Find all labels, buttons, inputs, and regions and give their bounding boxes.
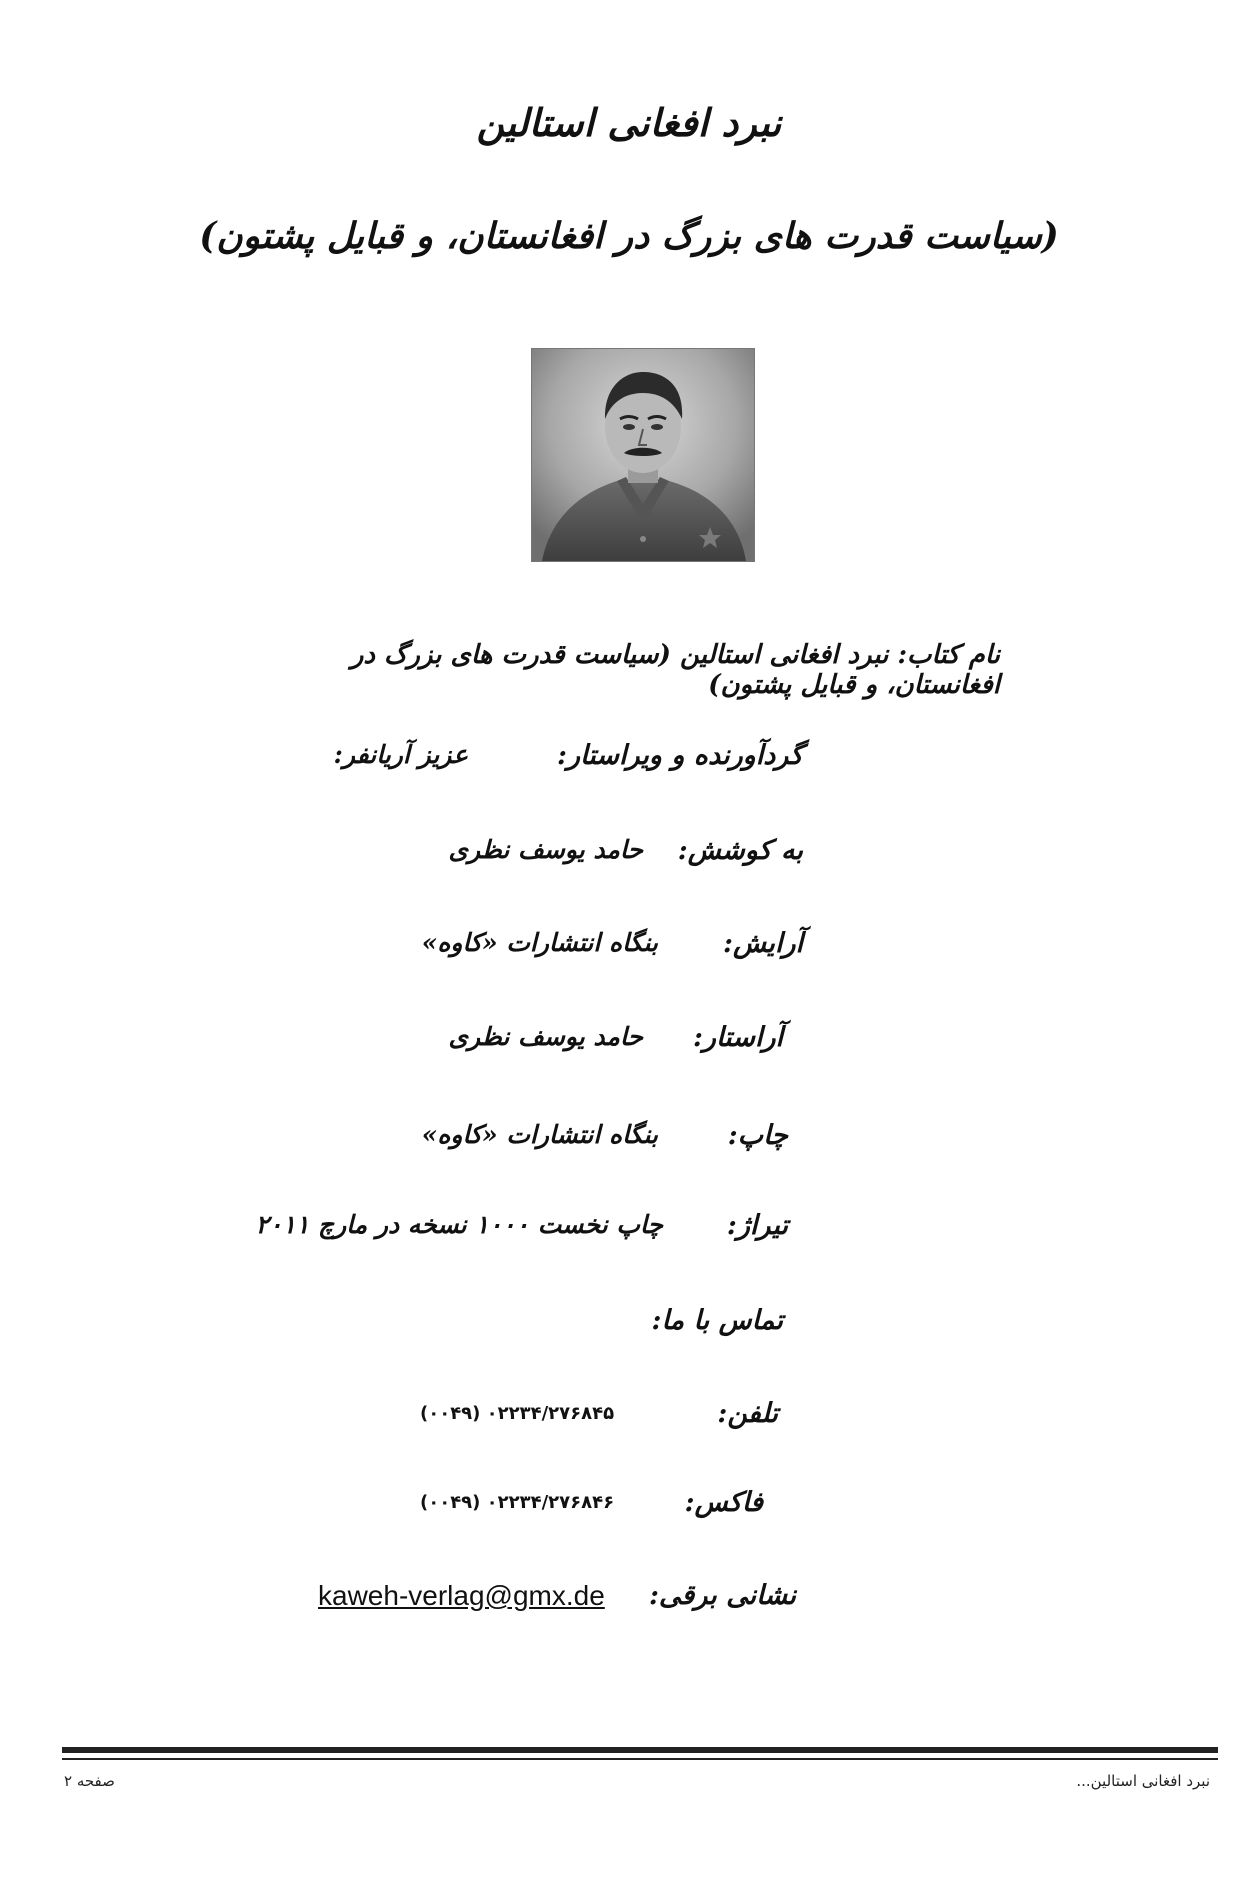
contact-heading: تماس با ما: [651,1305,783,1336]
page-subtitle: (سیاست قدرت های بزرگ در افغانستان، و قبایل پشتون) [199,215,1059,257]
footer-rule-thick [62,1747,1218,1753]
page-title: نبرد افغانی استالین [476,100,782,145]
layout-value: حامد یوسف نظری [448,1022,643,1051]
phone-label: تلفن: [717,1398,778,1429]
effort-value: حامد یوسف نظری [448,835,643,864]
page-number: صفحه ۲ [64,1772,115,1790]
portrait-photo-icon [531,348,755,562]
design-value: بنگاه انتشارات «کاوه» [421,928,658,957]
effort-label: به کوشش: [677,835,803,866]
book-name-line: نام کتاب: نبرد افغانی استالین (سیاست قدرت های بزرگ در افغانستان، و قبایل پشتون) [350,640,1000,700]
print-label: چاپ: [727,1120,788,1151]
footer-rule-thin [62,1758,1218,1760]
design-label: آرایش: [723,928,803,959]
compiler-label: گردآورنده و ویراستار: [557,740,803,771]
layout-label: آراستار: [692,1022,783,1053]
circulation-value: چاپ نخست ۱۰۰۰ نسخه در مارچ ۲۰۱۱ [255,1210,663,1239]
running-header: نبرد افغانی استالین... [1076,1772,1210,1790]
circulation-label: تیراژ: [726,1210,788,1241]
phone-value: (۰۰۴۹) ۰۲۲۳۴/۲۷۶۸۴۵ [420,1403,615,1424]
fax-label: فاکس: [684,1487,763,1518]
email-link[interactable]: kaweh-verlag@gmx.de [318,1580,605,1611]
fax-value: (۰۰۴۹) ۰۲۲۳۴/۲۷۶۸۴۶ [420,1492,615,1513]
compiler-value: عزیز آریانفر: [333,740,468,769]
print-value: بنگاه انتشارات «کاوه» [421,1120,658,1149]
email-label: نشانی برقی: [648,1580,796,1611]
